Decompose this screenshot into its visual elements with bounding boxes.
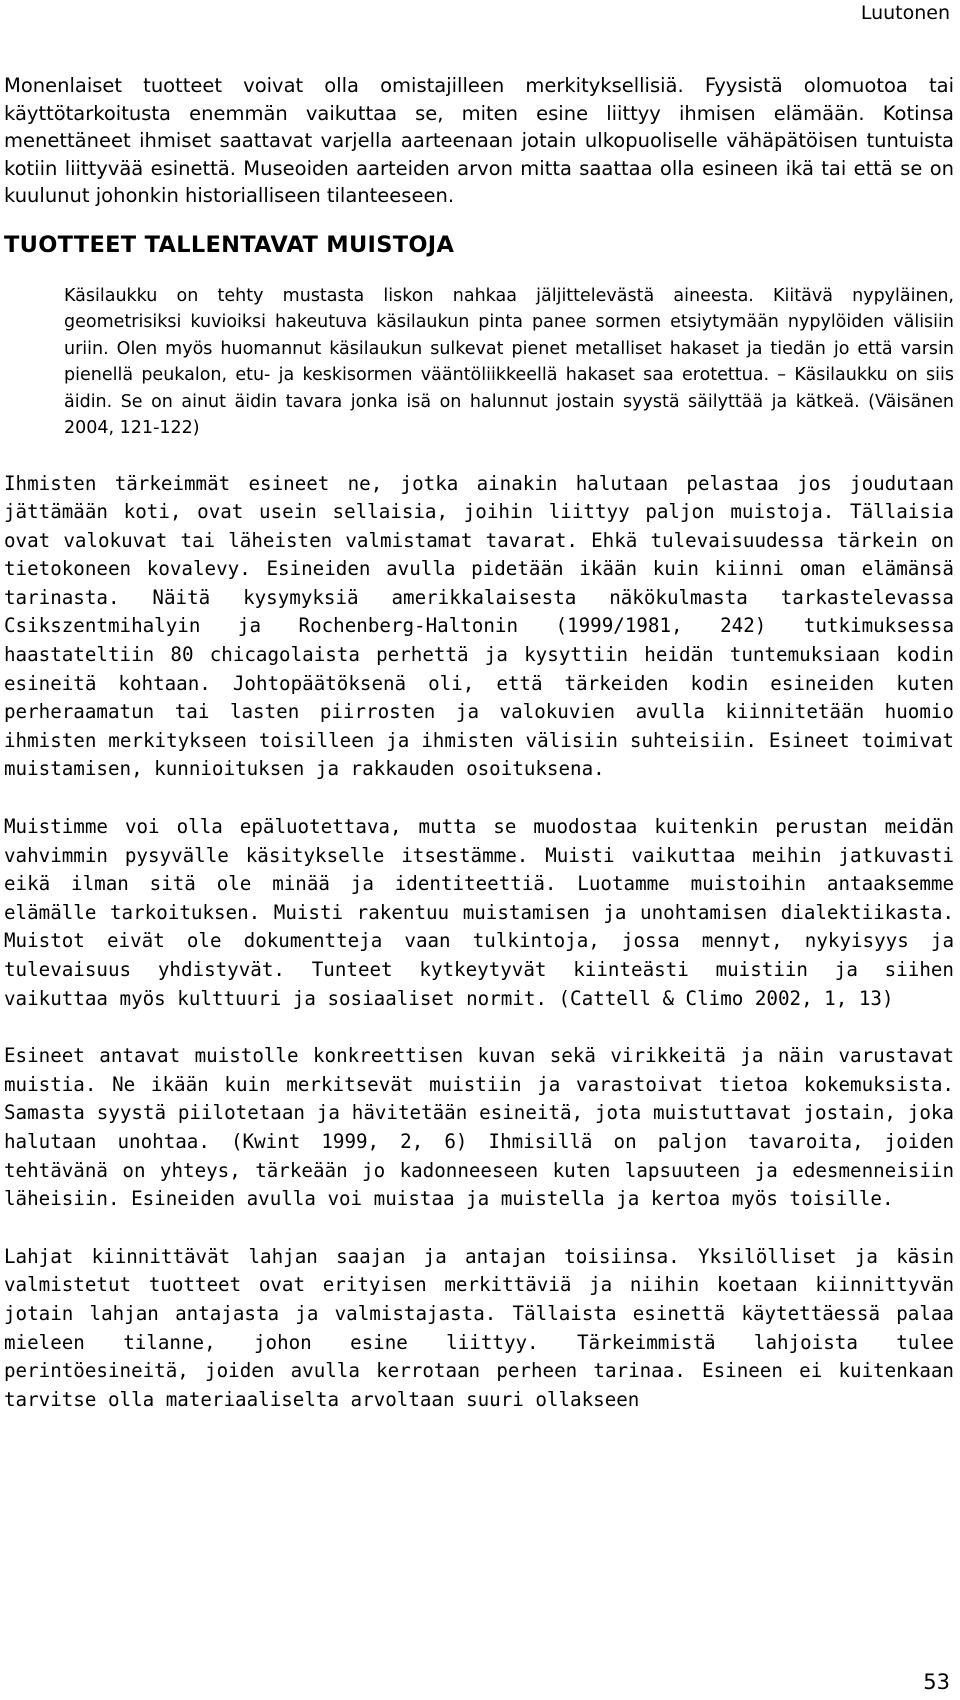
block-quote: Käsilaukku on tehty mustasta liskon nahkaa jäljittelevästä aineesta. Kiitävä nypyläinen, geometrisiksi kuvioiksi hakeutuva käsilaukun pinta panee sormen etsiytymään nypylöiden välisiin uriin. Olen myös huomannut käsilaukun sulkevat pienet metalliset hakaset ja tiedän jo että varsin pienellä peukalon, etu- ja keskisormen vääntöliikkeellä hakaset saa erotettua. – Käsilaukku on siis äidin. Se on ainut äidin tavara jonka isä on halunnut jostain syystä säilyttää ja kätkeä. (Väisänen 2004, 121-122): [64, 285, 954, 438]
body-paragraph: Lahjat kiinnittävät lahjan saajan ja antajan toisiinsa. Yksilölliset ja käsin valmistetut tuotteet ovat erityisen merkittäviä ja niihin koetaan kiinnittyvän jotain lahjan antajasta ja valmistajasta. Tällaista esinettä käytettäessä palaa mieleen tilanne, johon esine liittyy. Tärkeimmistä lahjoista tulee perintöesineitä, joiden avulla kerrotaan perheen tarinaa. Esineen ei kuitenkaan tarvitse olla materiaaliselta arvoltaan suuri ollakseen: [4, 1244, 954, 1411]
page-number: 53: [923, 1670, 950, 1694]
page-body: [4, 72, 954, 1414]
running-head: Luutonen: [860, 2, 950, 24]
section-heading: TUOTTEET TALLENTAVAT MUISTOJA: [4, 231, 455, 258]
body-paragraph: Esineet antavat muistolle konkreettisen kuvan sekä virikkeitä ja näin varustavat muistia. Ne ikään kuin merkitsevät muistiin ja varastoivat tietoa kokemuksista. Samasta syystä piilotetaan ja hävitetään esineitä, jota muistuttavat jostain, joka halutaan unohtaa. (Kwint 1999, 2, 6) Ihmisillä on paljon tavaroita, joiden tehtävänä on yhteys, tärkeään jo kadonneeseen kuten lapsuuteen ja edesmenneisiin läheisiin. Esineiden avulla voi muistaa ja muistella ja kertoa myös toisille.: [4, 1044, 954, 1211]
body-paragraph: Ihmisten tärkeimmät esineet ne, jotka ainakin halutaan pelastaa jos joudutaan jättämään koti, ovat usein sellaisia, joihin liittyy paljon muistoja. Tällaisia ovat valokuvat tai läheisten valmistamat tavarat. Ehkä tulevaisuudessa tärkein on tietokoneen kovalevy. Esineiden avulla pidetään ikään kuin kiinni oman elämänsä tarinasta. Näitä kysymyksiä amerikkalaisesta näkökulmasta tarkastelevassa Csikszentmihalyin ja Rochenberg-Haltonin (1999/1981, 242) tutkimuksessa haastateltiin 80 chicagolaista perhettä ja kysyttiin heidän tuntemuksiaan kodin esineitä kohtaan. Johtopäätöksenä oli, että tärkeiden kodin esineiden kuten perheraamatun tai lasten piirrosten ja valokuvien avulla kiinnitetään huomio ihmisten merkitykseen toisilleen ja ihmisten välisiin suhteisiin. Esineet toimivat muistamisen, kunnioituksen ja rakkauden osoituksena.: [4, 471, 954, 781]
intro-paragraph: Monenlaiset tuotteet voivat olla omistajilleen merkityksellisiä. Fyysistä olomuotoa tai käyttötarkoitusta enemmän vaikuttaa se, miten esine liittyy ihmisen elämään. Kotinsa menettäneet ihmiset saattavat varjella aarteenaan jotain ulkopuoliselle vähäpätöisen tuntuista kotiin liittyvää esinettä. Museoiden aarteiden arvon mitta saattaa olla esineen ikä tai että se on kuulunut johonkin historialliseen tilanteeseen.: [4, 74, 954, 207]
body-paragraph: Muistimme voi olla epäluotettava, mutta se muodostaa kuitenkin perustan meidän vahvimmin pysyvälle käsitykselle itsestämme. Muisti vaikuttaa meihin jatkuvasti eikä ilman sitä ole minää ja identiteettiä. Luotamme muistoihin antaaksemme elämälle tarkoituksen. Muisti rakentuu muistamisen ja unohtamisen dialektiikasta. Muistot eivät ole dokumentteja vaan tulkintoja, jossa mennyt, nykyisyys ja tulevaisuus yhdistyvät. Tunteet kytkeytyvät kiinteästi muistiin ja siihen vaikuttaa myös kulttuuri ja sosiaaliset normit. (Cattell & Climo 2002, 1, 13): [4, 815, 954, 1010]
